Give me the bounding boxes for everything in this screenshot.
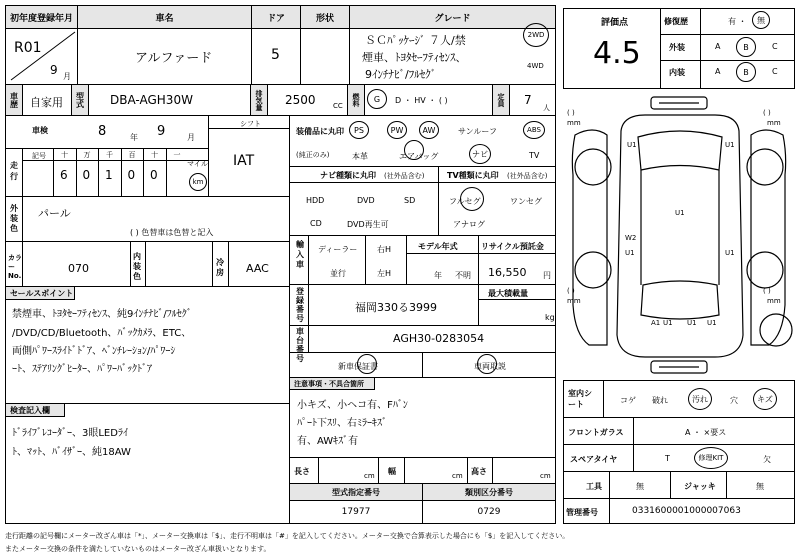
interior-label: 内装 [669,68,685,77]
first-reg-header: 初年度登録年月 [5,5,78,29]
notes-line-2: ﾊﾟｰﾄ下ｽﾘ、右ﾐﾗｰｷｽﾞ [297,418,387,429]
usage-header: 車歴 [5,84,23,116]
tools-value: 無 [636,482,644,491]
divider [670,471,671,499]
record-circle [477,354,497,374]
divider [145,241,146,287]
diagram-a1: A1 [651,319,661,327]
mileage-label: 走行 [10,161,18,181]
diagram-u1: U1 [627,141,637,149]
mileage-digit: 1 [105,168,113,182]
diagram-w2: W2 [625,234,637,242]
mileage-col-divider [76,148,77,197]
notes-label: 注意事項・不具合箇所 [289,377,375,390]
spare-kit-circle: 修理KIT [694,447,728,469]
model-header: 型式 [71,84,89,116]
displacement: 2500 [285,93,316,107]
mileage-col-divider [98,148,99,197]
abs-circle: ABS [523,121,545,139]
registration-plate: 福岡330る3999 [355,301,437,314]
shape-header: 形状 [300,5,350,29]
navi-circle: ナビ [469,144,491,164]
mile-label: マイル [187,160,208,168]
mileage-digit: 0 [82,168,91,182]
divider [478,284,479,326]
divider [406,235,407,285]
color-no-label: カラーNo. [8,254,22,280]
inspector-line-1: ﾄﾞﾗｲﾌﾞﾚｺｰﾀﾞｰ、3眼LEDﾗｲ [12,428,128,439]
divider [700,8,701,89]
import-left: 左H [377,269,392,278]
score-label: 評価点 [601,18,629,28]
mileage-digit: 0 [150,168,158,182]
sales-points-label: セールスポイント [5,286,75,300]
fullseg-circle [460,187,484,211]
grade-line-1: ＳＣﾊﾟｯｹｰｼﾞ ７人/禁 [365,34,466,47]
divider [378,457,379,484]
recycle-yen: 円 [543,271,551,280]
inspection-month: 9 [157,124,166,139]
door-count: 5 [271,47,280,63]
diagram-paren: ( ) [763,109,771,117]
diagram-mm: mm [567,119,581,127]
chassis-number: AGH30-0283054 [393,332,485,345]
navi-dvd: DVD [357,196,375,205]
docs-manual: 新車保証書 [338,362,378,371]
sales-line-2: /DVD/CD/Bluetooth、ﾊﾞｯｸｶﾒﾗ、ETC、 [12,328,192,339]
fuel-gas-circle: G [367,89,387,109]
interior-a: A [715,67,721,76]
divider [726,471,727,499]
car-name: アルファード [135,51,213,66]
divider [5,148,208,149]
divider [492,457,493,484]
shift-label: シフト [240,120,261,128]
color-value: パール [38,207,71,220]
length-unit: cm [364,472,375,480]
tv-fullseg: フルセグ [449,197,481,206]
type-code-header: 型式指定番号 [289,483,423,501]
interior-b-circle: B [736,62,756,82]
model-year-unknown: 不明 [455,271,471,280]
inspector-block [5,403,290,524]
km-circle: km [189,173,207,191]
ps-circle: PS [349,121,369,139]
navi-hdd: HDD [306,196,325,205]
divider [228,241,229,287]
divider [609,471,610,499]
seat-opt-tear: 破れ [652,396,668,405]
windshield-opts: A ・ ×要ス [685,428,727,437]
width-label: 幅 [388,467,396,476]
navi-cd: CD [310,219,322,228]
mileage-marks-label: 記号 [32,152,46,160]
divider [467,457,468,484]
divider [422,352,423,378]
divider [406,253,556,254]
tv-types-sub: (社外品含む) [507,172,548,180]
diagram-u1: U1 [725,141,735,149]
recycle-label: リサイクル預託金 [481,242,544,251]
pw-circle: PW [387,121,407,139]
navi-types-label: ナビ種類に丸印 [320,171,376,180]
fuel-options: D ・ HV ・ ( ) [395,96,448,105]
manual-circle [357,354,377,374]
divider [603,380,604,418]
mileage-col-divider [166,148,167,197]
diagram-u1: U1 [625,249,635,257]
inspection-label: 車検 [32,126,48,135]
spare-label: スペアタイヤ [570,455,618,464]
first-reg-month-unit: 月 [63,72,71,81]
divider [22,196,23,242]
max-load-label: 最大積載量 [488,289,528,298]
divider [130,241,131,287]
airbag: エアバッグ [399,152,439,161]
diagram-u1: U1 [707,319,717,327]
class-code-cell: 0729 [422,500,556,524]
divider [478,299,556,300]
divider [308,284,309,326]
airbag-circle [404,140,424,160]
divider [208,128,290,129]
score-value: 4.5 [593,36,641,71]
color-no: 070 [68,262,89,275]
tv-types-label: TV種類に丸印 [447,171,499,180]
mgmt-label: 管理番号 [566,508,598,517]
navi-types-sub: (社外品含む) [384,172,425,180]
mileage-digit: 6 [60,168,68,182]
seat-scratch-circle: キズ [753,388,777,410]
shape-cell [300,28,350,85]
drive-2wd-circle: 2WD [523,23,549,47]
grade-line-2: 煙車、ﾄﾖﾀｾｰﾌﾃｨｾﾝｽ、 [362,51,467,64]
divider [660,34,795,35]
divider [660,60,795,61]
jack-value: 無 [756,482,764,491]
width-unit: cm [452,472,463,480]
mileage-col-divider [121,148,122,197]
import-dealer: ディーラー [318,245,358,254]
sales-line-4: ｰﾄ、ｽﾃｱﾘﾝｸﾞﾋｰﾀｰ、ﾊﾟﾜｰﾊﾞｯｸﾄﾞｱ [12,364,152,375]
fuel-header: 燃料 [347,84,365,116]
divider [308,325,309,353]
inspection-year-unit: 年 [130,133,138,142]
windshield-label: フロントガラス [568,428,624,437]
divider [609,498,610,524]
interior-seat-label: 室内シート [568,389,592,409]
sales-line-1: 禁煙車、ﾄﾖﾀｾｰﾌﾃｨｾﾝｽ、純9ｲﾝﾁﾅﾋﾞ/ﾌﾙｾｸﾞ [12,309,192,320]
displacement-unit: CC [333,102,343,110]
seat-dirt-circle: 汚れ [688,388,712,410]
divider [633,417,634,445]
repair-label: 修復歴 [664,17,688,26]
divider [22,160,208,161]
inspection-year: 8 [98,124,107,139]
diagram-u1: U1 [663,319,673,327]
car-name-header: 車名 [77,5,252,29]
divider [318,457,319,484]
docs-record: 車両取説 [474,362,506,371]
mileage-unit-label: 十 [151,151,158,159]
capacity-unit: 人 [543,104,550,112]
diagram-paren: ( ) [763,287,771,295]
displacement-header: 排気量 [250,84,268,116]
divider [22,148,23,197]
sales-line-3: 両側ﾊﾟﾜｰｽﾗｲﾄﾞﾄﾞｱ、ﾍﾞﾝﾁﾚｰｼｮﾝ/ﾊﾟﾜｰｼ [12,346,176,357]
mgmt-number: 0331600001000007063 [632,506,741,516]
tv-oneseg: ワンセグ [510,197,542,206]
notes-line-1: 小キズ、小ヘコ有、Fﾊﾞﾝ [297,400,408,411]
model-year-label: モデル年式 [418,242,458,251]
spare-none: 欠 [763,455,771,464]
leather: 本革 [352,152,368,161]
interior-c: C [772,67,778,76]
diagram-mm: mm [767,119,781,127]
repair-opts: 有 ・ [728,17,747,26]
mileage-unit-label: 一 [173,151,181,159]
mileage-unit-label: 十 [61,151,68,159]
interior-color-label: 内装色 [133,252,141,281]
car-damage-diagram [563,95,795,377]
divider [633,444,634,472]
grade-header: グレード [349,5,556,29]
dimensions-block [289,457,556,484]
mileage-unit-label: 千 [106,151,113,159]
diagram-mm: mm [567,297,581,305]
inspector-line-2: ﾄ、ﾏｯﾄ、ﾊﾞｲｻﾞｰ、純18AW [12,447,131,458]
diagram-u1: U1 [675,209,685,217]
import-parallel: 並行 [330,269,346,278]
import-label: 輸入車 [296,240,304,269]
tools-label: 工具 [586,482,602,491]
notes-line-3: 有、AWｷｽﾞ有 [297,436,359,447]
seat-opt-burn: コゲ [620,396,636,405]
recycle-value: 16,550 [488,266,527,279]
usage: 自家用 [30,96,63,109]
color-note: ( ) 色替車は色替と記入 [130,228,214,237]
seat-opt-hole: 穴 [730,396,738,405]
divider [308,235,309,285]
diagram-u1: U1 [687,319,697,327]
diagram-paren: ( ) [567,287,575,295]
door-header: ドア [251,5,301,29]
capacity-header: 定員 [492,84,510,116]
capacity: 7 [524,93,532,107]
navi-dvd-play: DVD再生可 [347,220,389,229]
footer-note-2: またメーター交換の条件を満たしていないものはメーター改ざん車扱いとなります。 [5,545,271,553]
aw-circle: AW [419,121,439,139]
divider [365,235,366,285]
class-code-header: 類別区分番号 [422,483,556,501]
shift-value: IAT [233,153,255,169]
divider [660,8,661,89]
max-load-unit: kg [545,313,555,322]
inspector-label: 検査記入欄 [5,403,65,417]
exterior-c: C [772,42,778,51]
registration-label: 登録番号 [296,287,304,323]
ac-label: 冷房 [216,258,224,277]
color-label: 外装色 [10,204,18,233]
divider [404,457,405,484]
mileage-col-divider [143,148,144,197]
sunroof: サンルーフ [458,127,497,136]
spare-t: T [665,454,670,463]
exterior-label: 外装 [669,43,685,52]
first-reg-month: 9 [50,63,58,77]
mileage-col-divider [53,148,54,197]
height-label: 高さ [471,467,487,476]
exterior-b-circle: B [736,37,756,57]
model-year-unit: 年 [434,271,442,280]
inspection-month-unit: 月 [187,133,195,142]
diagram-paren: ( ) [567,109,575,117]
diagram-mm: mm [767,297,781,305]
equipment-sublabel: (純正のみ) [296,151,330,159]
equipment-label: 装備品に丸印 [296,127,344,136]
mileage-digit: 0 [127,168,136,182]
navi-sd: SD [404,196,416,205]
type-code-cell: 17977 [289,500,423,524]
ac-value: AAC [246,262,269,275]
repair-none-circle: 無 [752,11,770,29]
drive-4wd: 4WD [527,62,544,70]
import-right: 右H [377,245,392,254]
chassis-label: 車台番号 [296,327,304,363]
mileage-unit-label: 万 [83,151,91,159]
footer-note-1: 走行距離の記号欄にメーター改ざん車は「*」、メーター交換車は「$」、走行不明車は「#」を記入してください。メーター交換で合算表示した場合にも「$」を記入してください。 [5,532,570,540]
exterior-a: A [715,42,721,51]
divider [478,235,479,285]
divider [22,241,23,287]
mileage-unit-label: 百 [128,151,136,159]
tv: TV [529,151,540,160]
divider [212,241,213,287]
diagram-u1: U1 [725,249,735,257]
length-label: 長さ [294,467,310,476]
grade-line-3: 9ｲﾝﾁﾅﾋﾞ/ﾌﾙｾｸﾞ [365,68,437,81]
height-unit: cm [540,472,551,480]
model: DBA-AGH30W [110,93,193,107]
tv-analog: アナログ [453,220,485,229]
jack-label: ジャッキ [684,482,716,491]
first-reg-year: R01 [14,40,42,56]
